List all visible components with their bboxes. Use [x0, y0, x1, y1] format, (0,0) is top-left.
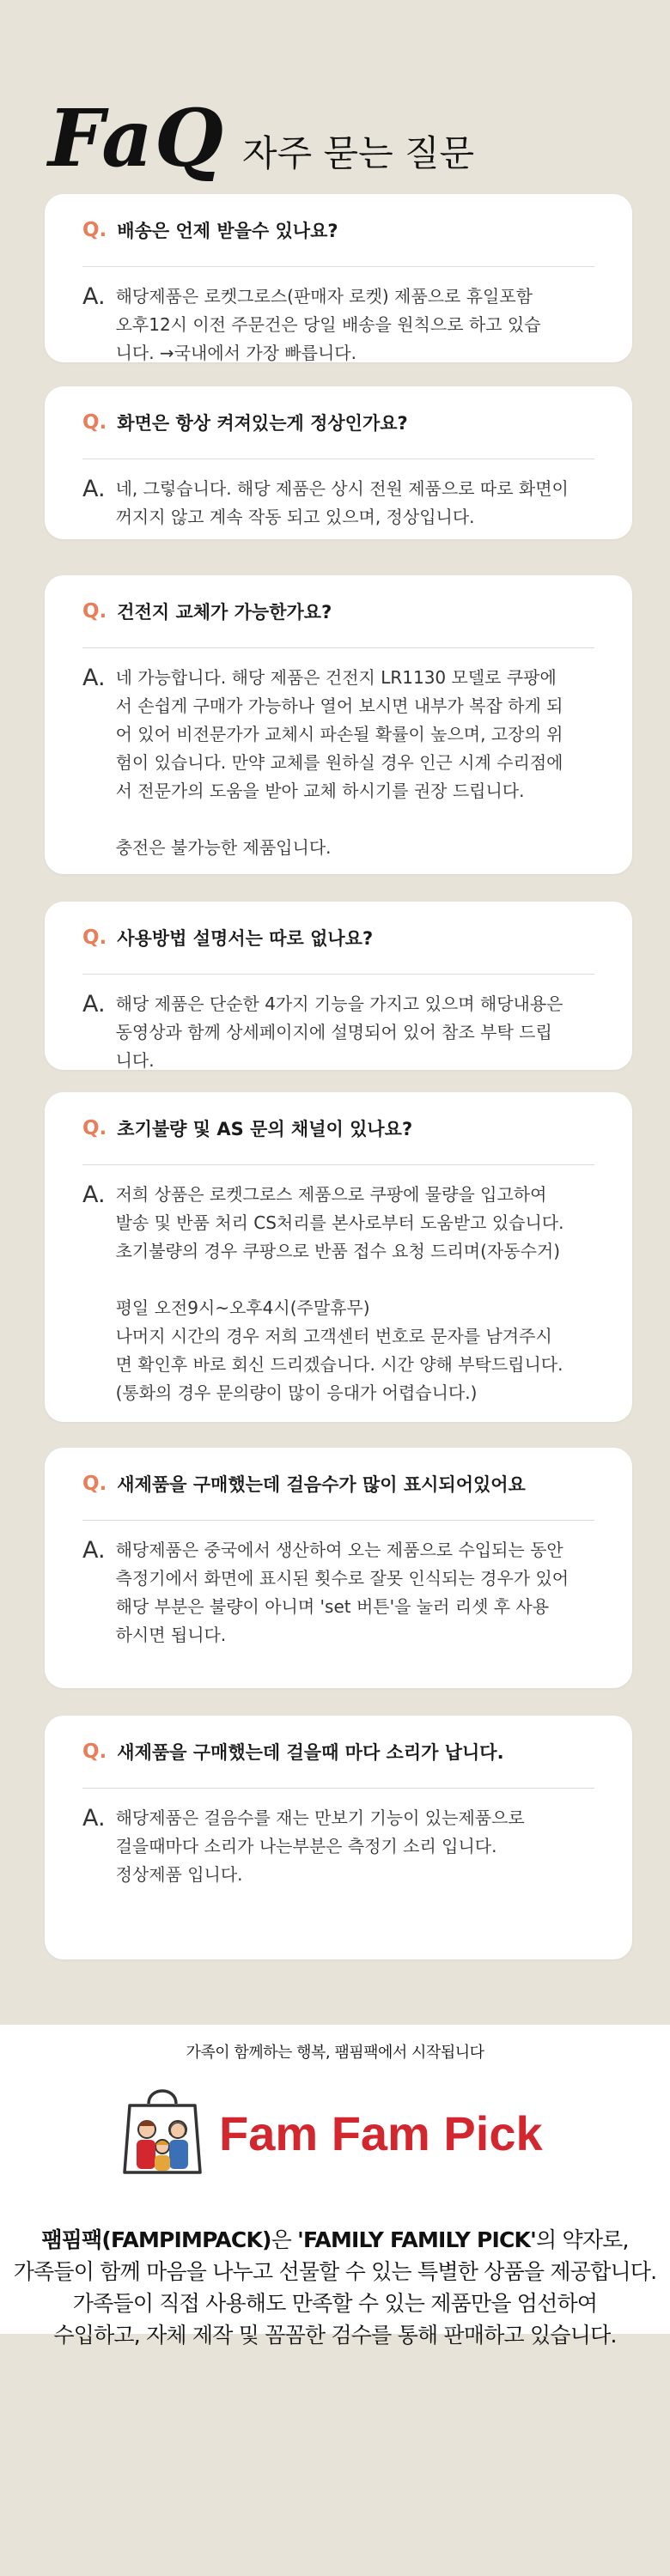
faq-question-row	[82, 1716, 594, 1789]
faq-question: 사용방법 설명서는 따로 없나요?	[117, 928, 374, 949]
brand-desc-line-1	[0, 2224, 670, 2256]
brand-footer	[0, 2025, 670, 2348]
brand-name-bold: 팸핌팩(FAMPIMPACK)	[41, 2227, 271, 2252]
brand-desc-line-2: 가족들이 함께 마음을 나누고 선물할 수 있는 특별한 상품을 제공합니다.	[13, 2259, 657, 2284]
faq-subtitle: 자주 묻는 질문	[242, 132, 475, 174]
faq-question-row	[82, 1448, 594, 1521]
brand-logo-text	[219, 2105, 543, 2162]
brand-desc-ending: 의 약자로,	[535, 2227, 629, 2252]
faq-card-5	[45, 1092, 632, 1422]
faq-answer-row	[82, 648, 594, 862]
question-mark-label: Q.	[82, 1117, 107, 1139]
faq-answer: 네, 그렇습니다. 해당 제품은 상시 전원 제품으로 따로 화면이 꺼지지 않고 계속 작동 되고 있으며, 정상입니다.	[115, 478, 569, 527]
faq-card-4	[45, 902, 632, 1070]
brand-tagline: 가족이 함께하는 행복, 팸핌팩에서 시작됩니다	[186, 2044, 484, 2062]
faq-question: 새제품을 구매했는데 걸음수가 많이 표시되어있어요	[117, 1474, 526, 1495]
faq-question-row	[82, 902, 594, 975]
question-mark-label: Q.	[82, 411, 107, 434]
brand-desc-line-3: 가족들이 직접 사용해도 만족할 수 있는 제품만을 엄선하여	[72, 2291, 598, 2316]
faq-answer: 해당제품은 걸음수를 재는 만보기 기능이 있는제품으로 걸을때마다 소리가 나는부분은 측정기 소리 입니다. 정상제품 입니다.	[115, 1807, 525, 1885]
brand-acronym-bold: 'FAMILY FAMILY PICK'	[297, 2227, 536, 2252]
question-mark-label: Q.	[82, 219, 107, 241]
brand-word-fam-1: Fam	[219, 2106, 332, 2160]
faq-logo: FaQ	[48, 92, 226, 185]
faq-answer-row	[82, 975, 594, 1075]
faq-question: 화면은 항상 켜져있는게 정상인가요?	[117, 413, 408, 434]
faq-question-row	[82, 194, 594, 267]
faq-question-row	[82, 575, 594, 648]
faq-answer-row	[82, 267, 594, 368]
faq-answer: 네 가능합니다. 해당 제품은 건전지 LR1130 모델로 쿠팡에 서 손쉽게 구매가 가능하나 열어 보시면 내부가 복잡 하게 되 어 있어 비전문가가 교체시 파손될 확률이 높으며, 고장의 위 험이 있습니다. 만약 교체를 원하실 경우 인근 시계 수리점에 서 전문가의 도움을 받아 교체 하시기를 권장 드립니다. 충전은 불가능한 제품입니다.	[115, 667, 563, 858]
answer-mark-label: A.	[82, 991, 106, 1018]
question-mark-label: Q.	[82, 1473, 107, 1495]
question-mark-label: Q.	[82, 600, 107, 623]
answer-mark-label: A.	[82, 283, 106, 310]
brand-word-pick: Pick	[443, 2106, 543, 2160]
question-mark-label: Q.	[82, 927, 107, 949]
faq-answer-row	[82, 1165, 594, 1407]
faq-question-row	[82, 386, 594, 459]
faq-card-3	[45, 575, 632, 874]
faq-answer-row	[82, 1789, 594, 1889]
faq-answer: 해당제품은 중국에서 생산하여 오는 제품으로 수입되는 동안 측정기에서 화면에 표시된 횟수로 잘못 인식되는 경우가 있어 해당 부분은 불량이 아니며 'set 버튼'을 눌러 리셋 후 사용 하시면 됩니다.	[115, 1540, 570, 1645]
faq-card-2	[45, 386, 632, 539]
brand-desc-line-4: 수입하고, 자체 제작 및 꼼꼼한 검수를 통해 판매하고 있습니다.	[53, 2323, 617, 2348]
answer-mark-label: A.	[82, 665, 106, 691]
faq-question-row	[82, 1092, 594, 1165]
faq-question: 새제품을 구매했는데 걸을때 마다 소리가 납니다.	[117, 1742, 504, 1763]
answer-mark-label: A.	[82, 1182, 106, 1208]
brand-desc-connector: 은	[271, 2227, 298, 2252]
family-bag-icon	[123, 2081, 202, 2176]
answer-mark-label: A.	[82, 1805, 106, 1832]
faq-answer-row	[82, 459, 594, 532]
faq-question: 배송은 언제 받을수 있나요?	[117, 221, 338, 241]
question-mark-label: Q.	[82, 1741, 107, 1763]
brand-description	[0, 2224, 670, 2351]
faq-card-7	[45, 1716, 632, 1959]
answer-mark-label: A.	[82, 476, 106, 502]
faq-answer-row	[82, 1521, 594, 1649]
faq-answer: 해당제품은 로켓그로스(판매자 로켓) 제품으로 휴일포함 오후12시 이전 주문건은 당일 배송을 원칙으로 하고 있습 니다. →국내에서 가장 빠릅니다.	[115, 286, 541, 363]
brand-word-fam-2: Fam	[331, 2106, 444, 2160]
faq-answer: 저희 상품은 로켓그로스 제품으로 쿠팡에 물량을 입고하여 발송 및 반품 처리 CS처리를 본사로부터 도움받고 있습니다. 초기불량의 경우 쿠팡으로 반품 접수 요청 드리며(자동수거) 평일 오전9시~오후4시(주말휴무) 나머지 시간의 경우 저희 고객센터 번호로 문자를 남겨주시 면 확인후 바로 회신 드리겠습니다. 시간 양해 부탁드립니다. (통화의 경우 문의량이 많이 응대가 어렵습니다.)	[115, 1184, 564, 1403]
answer-mark-label: A.	[82, 1537, 106, 1564]
faq-question: 초기불량 및 AS 문의 채널이 있나요?	[117, 1119, 413, 1139]
faq-card-6	[45, 1448, 632, 1688]
faq-answer: 해당 제품은 단순한 4가지 기능을 가지고 있으며 해당내용은 동영상과 함께 상세페이지에 설명되어 있어 참조 부탁 드립 니다.	[115, 993, 563, 1071]
faq-question: 건전지 교체가 가능한가요?	[117, 602, 332, 623]
faq-card-1	[45, 194, 632, 362]
